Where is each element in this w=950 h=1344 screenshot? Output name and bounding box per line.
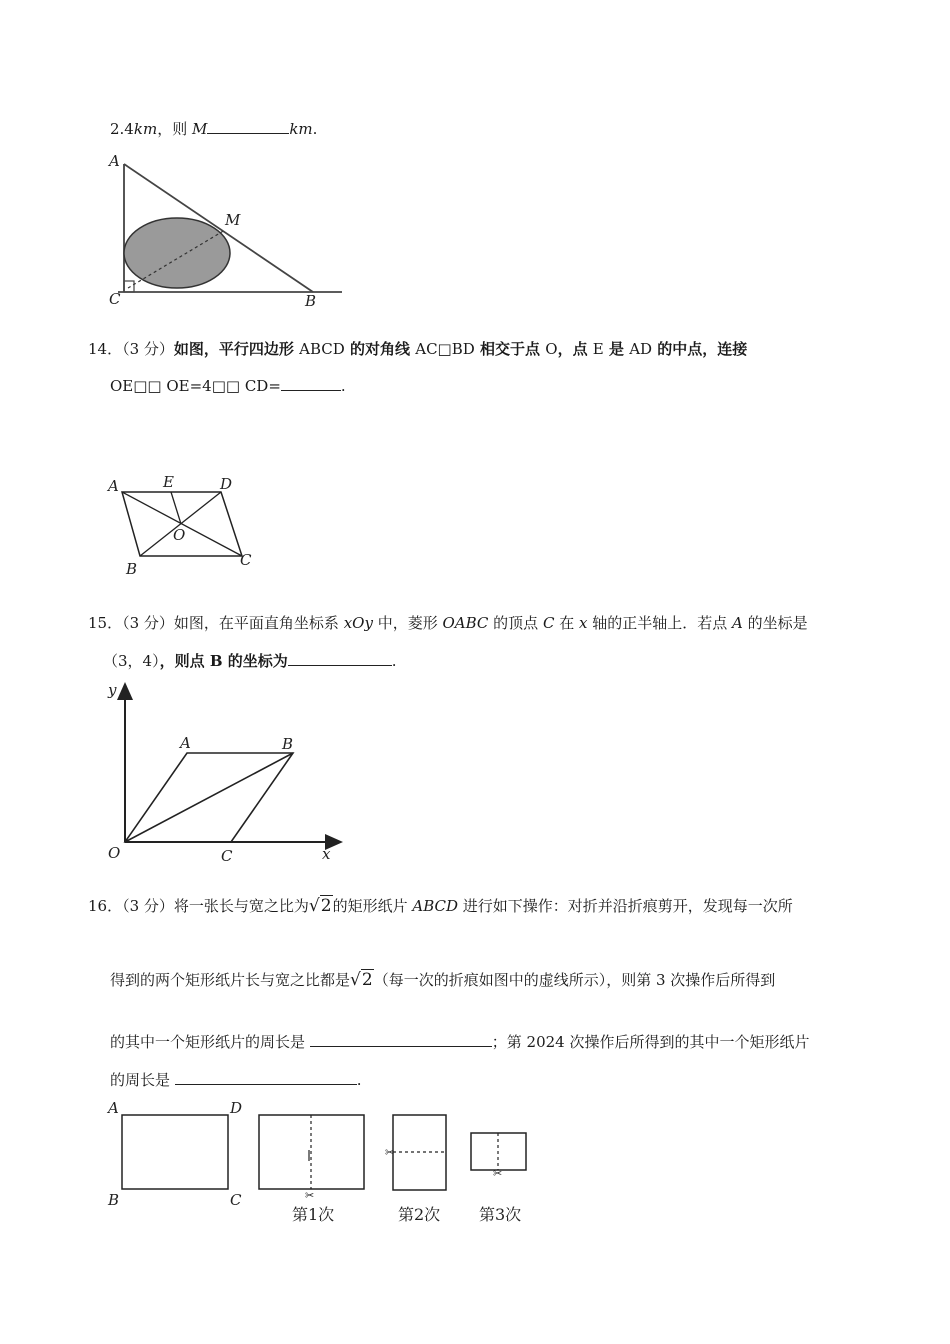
scissors-icon: ✂	[305, 1189, 315, 1202]
sqrt-symbol: √2	[350, 970, 373, 990]
label-C: C	[240, 551, 252, 569]
label-A: A	[180, 734, 191, 752]
answer-blank[interactable]	[281, 376, 341, 391]
q14-line1: 14．（3 分）如图，平行四边形 ABCD 的对角线 AC□BD 相交于点 O，点 E 是 AD 的中点，连接	[88, 340, 748, 358]
step2-caption: 第2次	[398, 1205, 441, 1224]
q16-figure	[100, 1095, 540, 1235]
q16-line4: 的周长是 .	[110, 1071, 362, 1089]
q13-figure	[100, 148, 350, 313]
label-A: A	[108, 477, 119, 495]
label-A: A	[109, 152, 120, 170]
label-B: B	[108, 1191, 120, 1209]
answer-blank[interactable]	[207, 119, 289, 134]
label-C: C	[109, 290, 121, 308]
q14-figure	[100, 470, 270, 580]
label-O: O	[108, 844, 121, 862]
label-C: C	[221, 847, 233, 865]
q16-line2: 得到的两个矩形纸片长与宽之比都是√2（每一次的折痕如图中的虚线所示），则第 3 次操作后所得到	[110, 970, 776, 990]
label-B: B	[126, 560, 138, 578]
label-E: E	[163, 473, 174, 491]
step3-caption: 第3次	[479, 1205, 522, 1224]
label-A: A	[108, 1099, 119, 1117]
q13-answer-line: 2.4km，则 M km.	[110, 120, 318, 138]
label-D: D	[220, 475, 233, 493]
label-B: B	[282, 735, 294, 753]
answer-blank[interactable]	[310, 1032, 492, 1047]
axis-y-label: y	[108, 681, 117, 699]
sqrt-symbol: √2	[308, 896, 332, 916]
scissors-icon: ✂	[493, 1167, 503, 1180]
answer-blank[interactable]	[288, 651, 392, 666]
scissors-icon: ✂	[385, 1146, 395, 1159]
axis-x-label: x	[322, 845, 331, 863]
q14-line2: OE□□ OE=4□□ CD= .	[110, 377, 346, 395]
label-M: M	[225, 211, 241, 229]
label-B: B	[305, 292, 317, 310]
label-O: O	[173, 526, 186, 544]
label-D: D	[230, 1099, 243, 1117]
q16-line3: 的其中一个矩形纸片的周长是 ；第 2024 次操作后所得到的其中一个矩形纸片	[110, 1033, 810, 1051]
q15-figure	[100, 682, 350, 867]
q15-line1: 15．（3 分）如图，在平面直角坐标系 xOy 中，菱形 OABC 的顶点 C 在 x 轴的正半轴上．若点 A 的坐标是	[88, 614, 808, 632]
q16-line1: 16．（3 分）将一张长与宽之比为√2的矩形纸片 ABCD 进行如下操作：对折并沿折痕剪开，发现每一次所	[88, 896, 793, 916]
answer-blank[interactable]	[175, 1070, 357, 1085]
label-C: C	[230, 1191, 242, 1209]
q15-line2: （3，4），则点 B 的坐标为 .	[103, 652, 397, 670]
step1-caption: 第1次	[292, 1205, 335, 1224]
